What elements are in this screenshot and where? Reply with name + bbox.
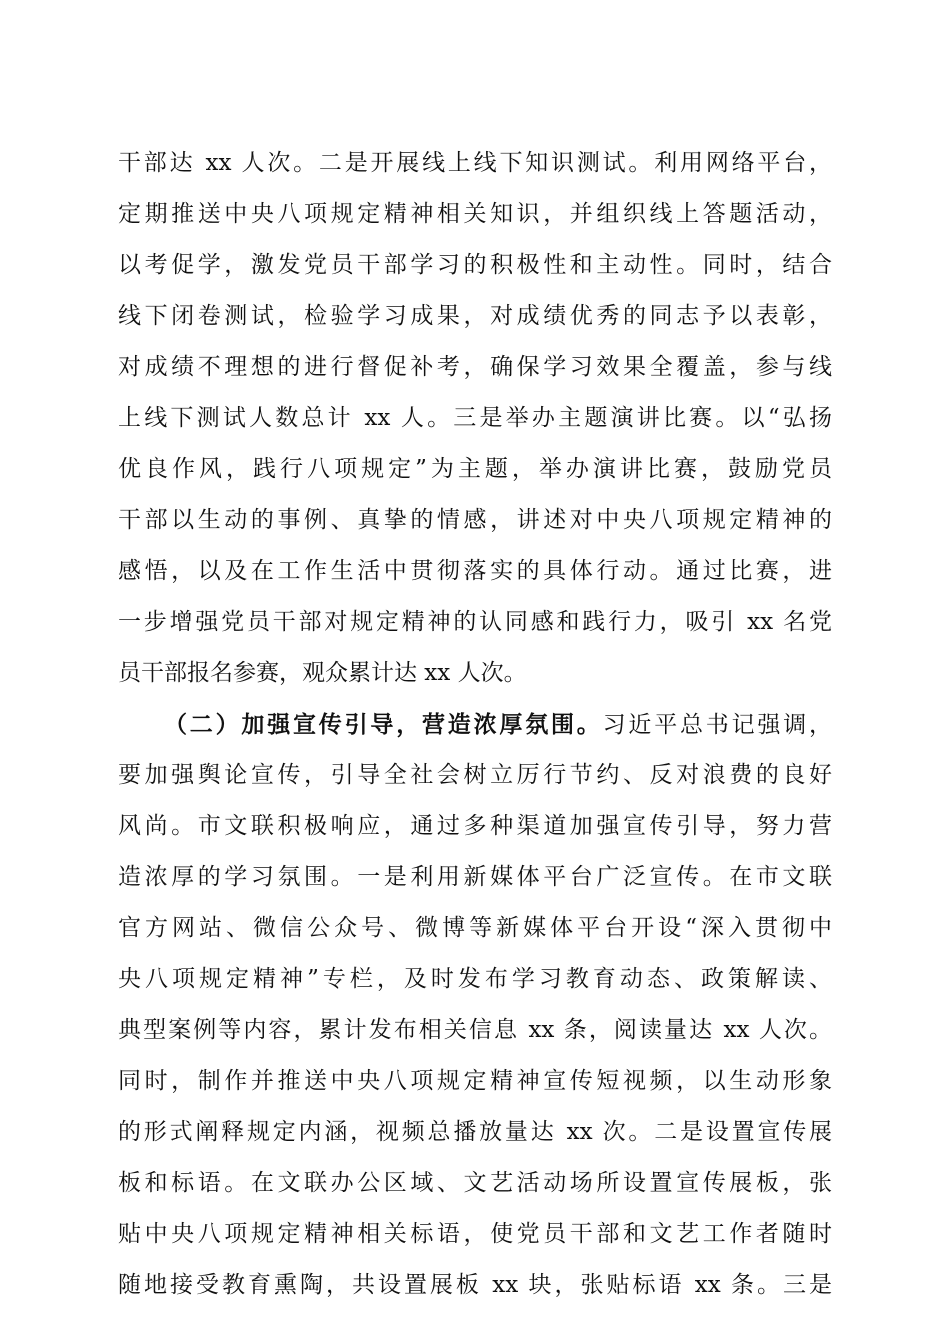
body-text (118, 138, 832, 1311)
text-line: 贴中央八项规定精神相关标语，使党员干部和文艺工作者随时 (118, 1221, 832, 1247)
section-heading-rest: 习近平总书记强调， (602, 712, 833, 738)
text-line: 优良作风，践行八项规定”为主题，举办演讲比赛，鼓励党员 (118, 456, 832, 482)
text-line: 板和标语。在文联办公区域、文艺活动场所设置宣传展板，张 (118, 1170, 832, 1196)
text-line: 造浓厚的学习氛围。一是利用新媒体平台广泛宣传。在市文联 (118, 864, 832, 890)
text-line: 随地接受教育熏陶，共设置展板 xx 块，张贴标语 xx 条。三是 (118, 1272, 832, 1298)
text-line: 感悟，以及在工作生活中贯彻落实的具体行动。通过比赛，进 (118, 558, 832, 584)
text-line: 央八项规定精神”专栏，及时发布学习教育动态、政策解读、 (118, 966, 832, 992)
text-line: 典型案例等内容，累计发布相关信息 xx 条，阅读量达 xx 人次。 (118, 1017, 832, 1043)
text-line: 线下闭卷测试，检验学习成果，对成绩优秀的同志予以表彰， (118, 303, 832, 329)
text-line: 上线下测试人数总计 xx 人。三是举办主题演讲比赛。以“弘扬 (118, 405, 832, 431)
text-line: 员干部报名参赛，观众累计达 xx 人次。 (118, 660, 527, 686)
section-heading-line (118, 699, 832, 750)
text-line: 风尚。市文联积极响应，通过多种渠道加强宣传引导，努力营 (118, 813, 832, 839)
text-line: 干部以生动的事例、真挚的情感，讲述对中央八项规定精神的 (118, 507, 832, 533)
text-line: 一步增强党员干部对规定精神的认同感和践行力，吸引 xx 名党 (118, 609, 832, 635)
text-line: 以考促学，激发党员干部学习的积极性和主动性。同时，结合 (118, 252, 832, 278)
section-heading: （二）加强宣传引导，营造浓厚氛围。 (164, 711, 603, 738)
text-line: 官方网站、微信公众号、微博等新媒体平台开设“深入贯彻中 (118, 915, 832, 941)
text-line: 同时，制作并推送中央八项规定精神宣传短视频，以生动形象 (118, 1068, 832, 1094)
text-line: 对成绩不理想的进行督促补考，确保学习效果全覆盖，参与线 (118, 354, 832, 380)
text-line: 干部达 xx 人次。二是开展线上线下知识测试。利用网络平台， (118, 150, 832, 176)
paragraph-1 (118, 138, 832, 699)
paragraph-2 (118, 699, 832, 1311)
text-line: 要加强舆论宣传，引导全社会树立厉行节约、反对浪费的良好 (118, 762, 832, 788)
text-line: 的形式阐释规定内涵，视频总播放量达 xx 次。二是设置宣传展 (118, 1119, 832, 1145)
text-line: 定期推送中央八项规定精神相关知识，并组织线上答题活动， (118, 201, 832, 227)
